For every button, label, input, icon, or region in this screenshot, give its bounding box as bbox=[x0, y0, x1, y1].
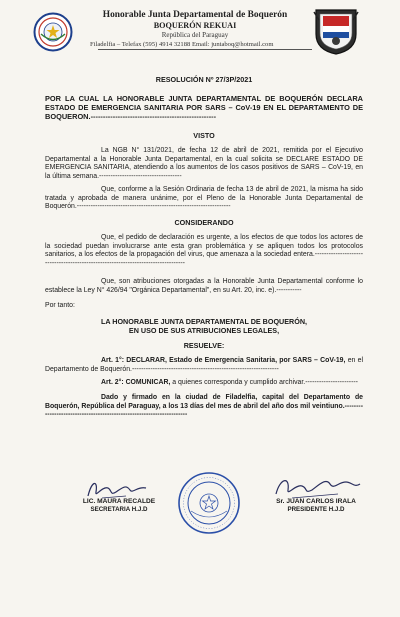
visto-paragraph-2: Que, conforme a la Sesión Ordinaria de fecha 13 de abril de 2021, la misma ha sido tratada y aprobada de manera unánime, por el Pleno de la Honorable Junta Departamental de Boquerón.------------------------------------------------------------------- bbox=[45, 186, 363, 211]
resolution-heading: POR LA CUAL LA HONORABLE JUNTA DEPARTAMENTAL DE BOQUERÓN DECLARA ESTADO DE EMERGENCIA SANITARIA POR SARS – CoV-19 EN EL DEPARTAMENTO DE BOQUERON.--------------------------------------------------- bbox=[45, 94, 363, 121]
contact-info: Filadelfia – Telefax (595) 4914 32188 Email: juntaboq@hotmail.com bbox=[90, 41, 274, 48]
letterhead-text bbox=[80, 10, 310, 49]
letterhead bbox=[0, 0, 400, 62]
article-2-label: Art. 2°: COMUNICAR, bbox=[101, 379, 171, 386]
junta-line-1: LA HONORABLE JUNTA DEPARTAMENTAL DE BOQUERÓN, bbox=[100, 317, 308, 326]
country-name: República del Paraguay bbox=[161, 31, 229, 39]
visto-heading: VISTO bbox=[193, 131, 215, 140]
organization-name: Honorable Junta Departamental de Boquerón bbox=[102, 10, 288, 20]
secretary-name: LIC. MAURA RECALDE bbox=[82, 498, 156, 505]
header-rule bbox=[98, 49, 312, 50]
article-2-text: a quienes corresponda y cumplido archivar.----------------------- bbox=[170, 379, 358, 386]
boqueron-emblem-logo bbox=[313, 6, 359, 56]
junta-line-2: EN USO DE SUS ATRIBUCIONES LEGALES, bbox=[128, 326, 280, 335]
article-1-label: Art. 1°: DECLARAR, bbox=[101, 357, 167, 364]
por-tanto: Por tanto: bbox=[45, 302, 75, 309]
secretary-title: SECRETARIA H.J.D bbox=[90, 506, 148, 513]
president-block bbox=[258, 498, 374, 514]
article-1 bbox=[45, 357, 363, 374]
considerando-paragraph-2: Que, son atribuciones otorgadas a la Honorable Junta Departamental conforme lo establece la Ley N° 426/94 "Orgánica Departamental", en su Art. 20, inc. e).----------- bbox=[45, 278, 363, 294]
president-name: Sr. JUAN CARLOS IRALA bbox=[276, 498, 356, 505]
considerando-paragraph-1: Que, el pedido de declaración es urgente, a los efectos de que todos los actores de la sociedad puedan involucrarse ante esta gran problemática y se apliquen todos los protocolos sanitarios, a los efectos de la propagación del virus, que amenaza a la sociedad entera.---------------------------------------------------------------------------------- bbox=[45, 234, 363, 267]
junta-official-seal bbox=[177, 471, 241, 535]
organization-subtitle: BOQUERÓN REKUAI bbox=[153, 21, 237, 30]
resuelve-heading: RESUELVE: bbox=[183, 341, 225, 350]
paraguay-coat-of-arms-logo bbox=[33, 12, 73, 52]
secretary-block bbox=[64, 498, 174, 514]
resolution-number: RESOLUCIÓN Nº 27/3P/2021 bbox=[155, 75, 253, 84]
article-2 bbox=[45, 379, 363, 388]
dado-y-firmado: Dado y firmado en la ciudad de Filadelfia, capital del Departamento de Boquerón, República del Paraguay, a los 13 días del mes de abril del año dos mil veintiuno.---------------------------------------------------------------------- bbox=[45, 394, 363, 419]
considerando-heading: CONSIDERANDO bbox=[174, 218, 234, 227]
visto-paragraph-1: La NGB N° 131/2021, de fecha 12 de abril de 2021, remitida por el Ejecutivo Departamental a la Honorable Junta Departamental, en la cual solicita se DECLARE ESTADO DE EMERGENCIA SANITARIA, atendiendo a los aumentos de los casos positivos de SARS – CoV-19, en la última semana.------------------------------------ bbox=[45, 147, 363, 180]
president-title: PRESIDENTE H.J.D bbox=[287, 506, 345, 513]
article-1-subject: Estado de Emergencia Sanitaria, por SARS – CoV-19, bbox=[166, 357, 346, 364]
article-1-text: en el Departamento de Boquerón.---------------------------------------------------------------- bbox=[45, 357, 363, 373]
